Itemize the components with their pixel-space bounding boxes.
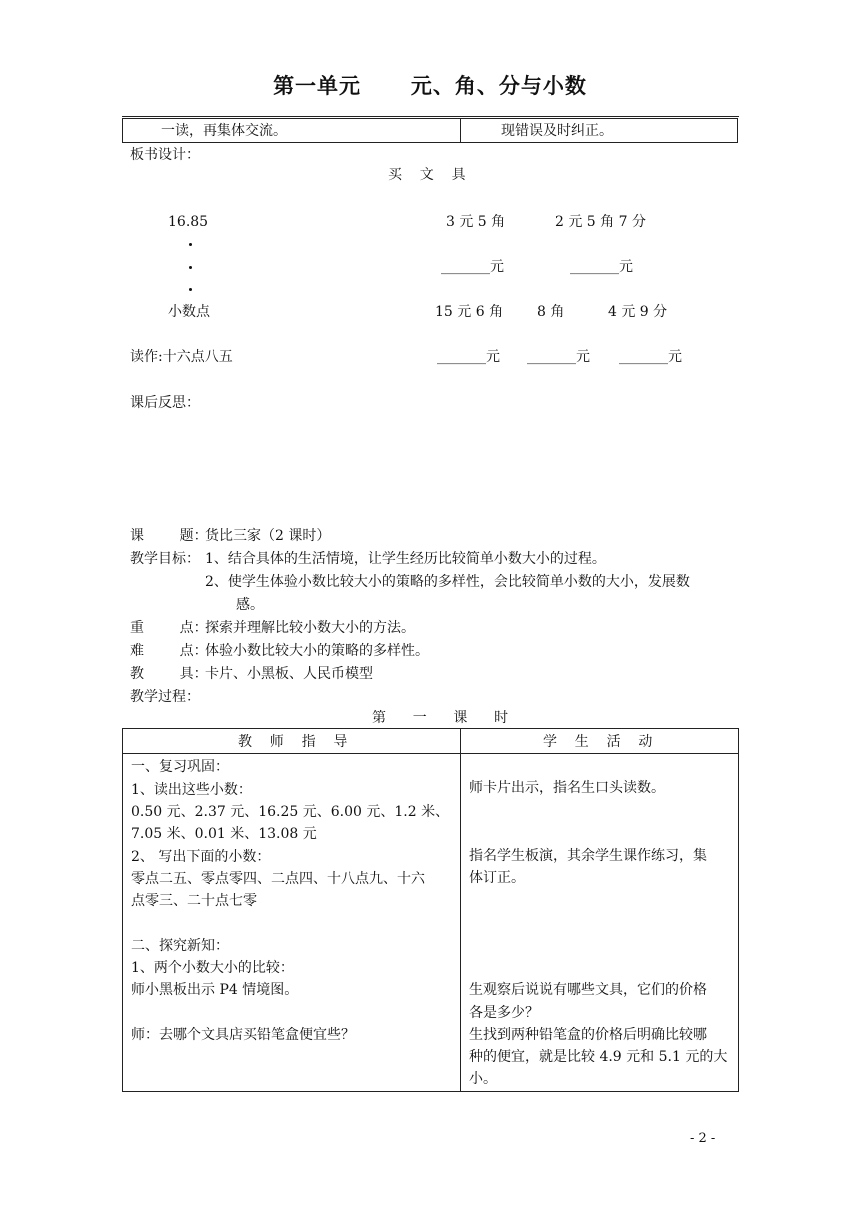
pointer-dot [189, 288, 192, 291]
student-line: 小。 [469, 1071, 497, 1087]
pointer-dot [189, 243, 192, 246]
student-line: 师卡片出示，指名生口头读数。 [469, 780, 665, 796]
table-header-rule [123, 753, 738, 754]
teacher-line: 一、复习巩固： [131, 759, 229, 775]
money-item: 3 元 5 角 [446, 214, 506, 230]
teacher-line: 点零三、二十点七零 [131, 893, 257, 909]
answer-blank: _______元 [527, 349, 590, 365]
teacher-line: 师小黑板出示 P4 情境图。 [131, 982, 299, 998]
header-rule [122, 116, 739, 117]
money-item: 8 角 [537, 304, 565, 320]
decimal-point-label: 小数点 [168, 304, 210, 320]
teacher-line: 零点二五、零点零四、二点四、十八点九、十六 [131, 871, 425, 887]
answer-blank: _______元 [437, 349, 500, 365]
money-item: 15 元 6 角 [435, 304, 504, 320]
continuation-right-cell: 现错误及时纠正。 [501, 123, 613, 139]
teaching-tools-label: 教 具： [130, 666, 208, 682]
teacher-line: 7.05 米、0.01 米、13.08 元 [131, 826, 317, 842]
key-point-label: 重 点： [130, 620, 208, 636]
student-line: 各是多少？ [469, 1005, 539, 1021]
teacher-line: 1、读出这些小数： [131, 782, 252, 798]
student-line: 种的便宜，就是比较 4.9 元和 5.1 元的大 [469, 1049, 728, 1065]
teacher-line: 2、 写出下面的小数： [131, 849, 271, 865]
process-label: 教学过程： [130, 689, 200, 705]
column-header-student: 学 生 活 动 [543, 734, 653, 750]
continuation-table [122, 118, 738, 143]
topic-value: 货比三家（2 课时） [205, 528, 331, 544]
goal-item: 1、结合具体的生活情境，让学生经历比较简单小数大小的过程。 [205, 551, 606, 567]
answer-blank: _______元 [619, 349, 682, 365]
difficult-point-value: 体验小数比较大小的策略的多样性。 [205, 643, 429, 659]
money-item: 4 元 9 分 [608, 304, 668, 320]
column-header-teacher: 教 师 指 导 [238, 734, 348, 750]
student-line: 生找到两种铅笔盒的价格后明确比较哪 [469, 1027, 707, 1043]
teacher-line: 1、两个小数大小的比较： [131, 960, 294, 976]
student-line: 指名学生板演，其余学生课作练习，集 [469, 848, 707, 864]
board-design-title: 买 文 具 [388, 167, 466, 183]
board-reading: 读作:十六点八五 [130, 349, 233, 365]
reflection-label: 课后反思： [130, 395, 200, 411]
table-column-divider [460, 729, 461, 1091]
difficult-point-label: 难 点： [130, 643, 208, 659]
teacher-line: 师：去哪个文具店买铅笔盒便宜些？ [131, 1027, 355, 1043]
money-item: 2 元 5 角 7 分 [555, 214, 646, 230]
goals-label: 教学目标： [130, 551, 200, 567]
goal-item-continued: 感。 [236, 597, 264, 613]
teaching-tools-value: 卡片、小黑板、人民币模型 [205, 666, 373, 682]
table-divider [460, 119, 461, 142]
pointer-dot [189, 266, 192, 269]
topic-label: 课 题： [130, 528, 208, 544]
teacher-line: 二、探究新知： [131, 938, 229, 954]
board-design-label: 板书设计： [130, 147, 200, 163]
lesson-table [122, 728, 739, 1092]
board-number: 16.85 [168, 214, 209, 230]
answer-blank: _______元 [570, 259, 633, 275]
key-point-value: 探索并理解比较小数大小的方法。 [205, 620, 415, 636]
page-number: - 2 - [690, 1131, 716, 1146]
period-title: 第 一 课 时 [372, 710, 509, 726]
student-line: 生观察后说说有哪些文具，它们的价格 [469, 982, 707, 998]
answer-blank: _______元 [441, 259, 504, 275]
goal-item: 2、使学生体验小数比较大小的策略的多样性，会比较简单小数的大小，发展数 [205, 574, 690, 590]
student-line: 体订正。 [469, 870, 525, 886]
teacher-line: 0.50 元、2.37 元、16.25 元、6.00 元、1.2 米、 [131, 804, 450, 820]
page-header-title: 第一单元 元、角、分与小数 [273, 74, 587, 98]
continuation-left-cell: 一读，再集体交流。 [161, 123, 287, 139]
